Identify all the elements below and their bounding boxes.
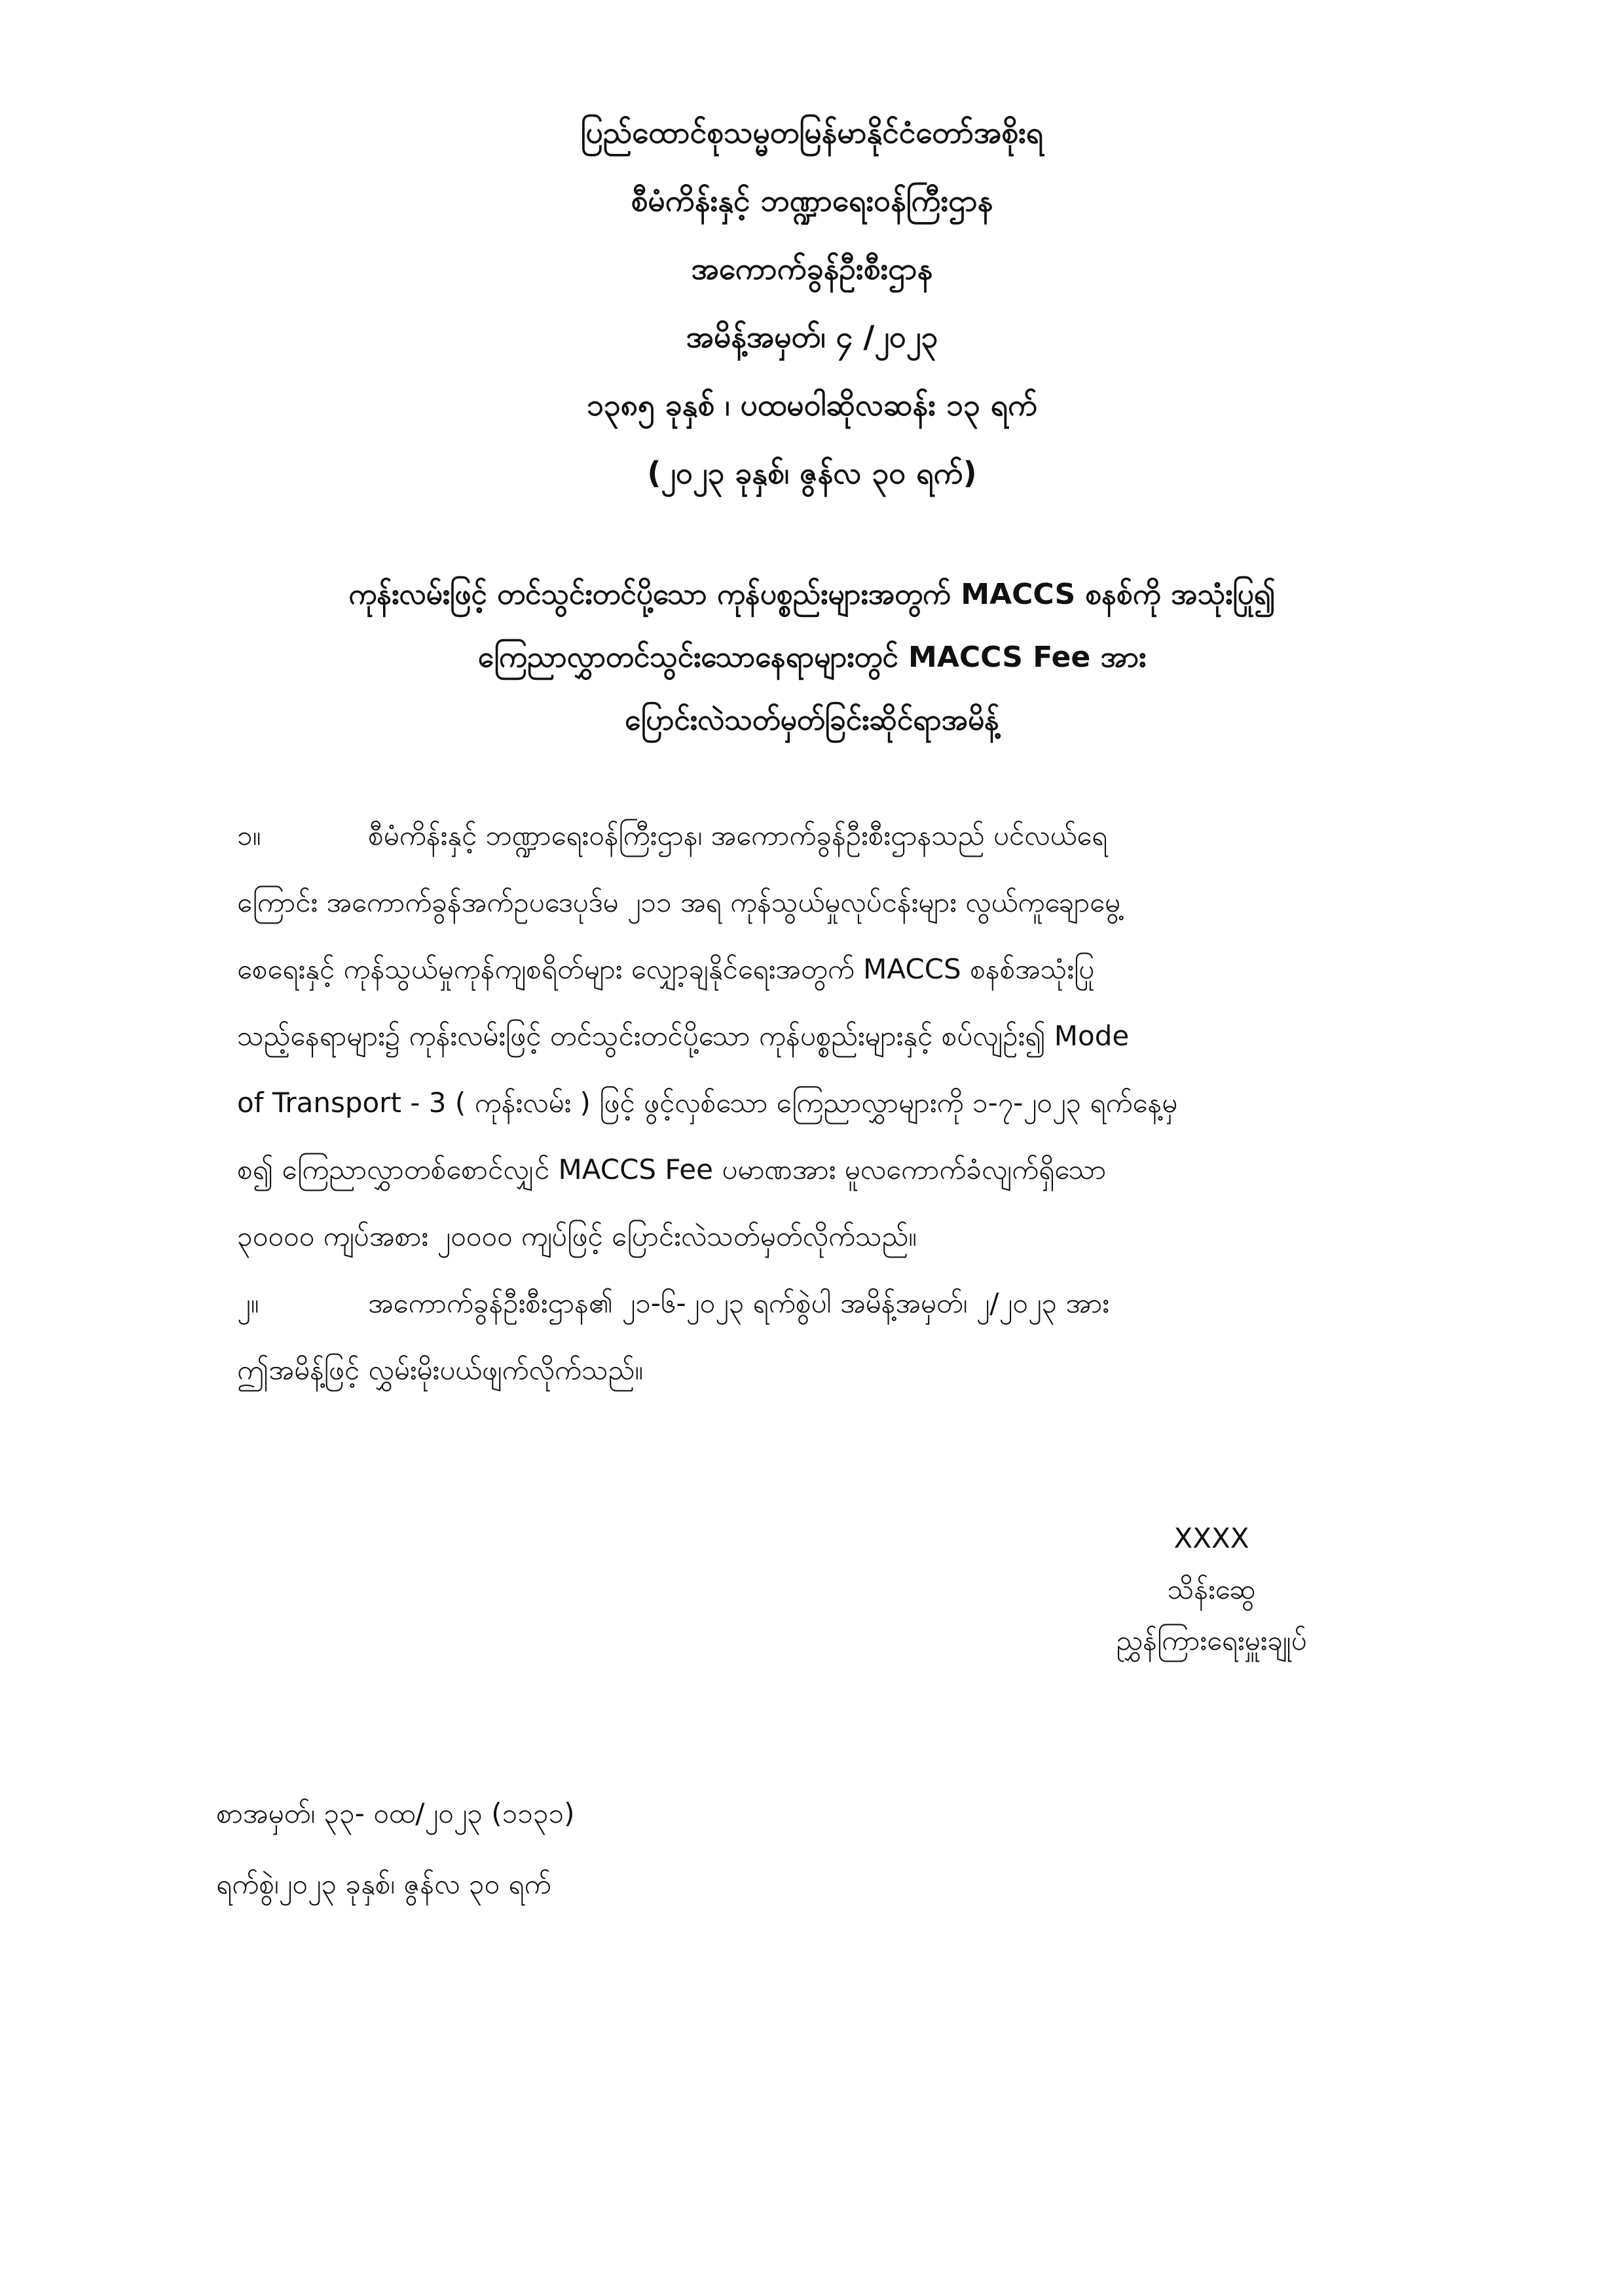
- paragraph-2-text: အကောက်ခွန်ဦးစီးဌာန၏ ၂၁-၆-၂၀၂၃ ရက်စွဲပါ အမိန့်အမှတ်၊ ၂/၂၀၂၃ အား: [368, 1287, 1109, 1319]
- paragraph-2-line: ဤအမိန့်ဖြင့် လွှမ်းမိုးပယ်ဖျက်လိုက်သည်။: [237, 1354, 643, 1386]
- order-body: [237, 802, 1396, 1404]
- paragraph-2-line: [237, 1270, 1396, 1337]
- paragraph-1-line: ကြောင်း အကောက်ခွန်အက်ဥပဒေပုဒ်မ ၂၁၁ အရ ကုန်သွယ်မှုလုပ်ငန်းများ လွယ်ကူချောမွေ့: [237, 886, 1120, 918]
- paragraph-1-text: စီမံကိန်းနှင့် ဘဏ္ဍာရေးဝန်ကြီးဌာန၊ အကောက်ခွန်ဦးစီးဌာနသည် ပင်လယ်ရေ: [368, 819, 1108, 851]
- myanmar-date: ၁၃၈၅ ခုနှစ် ၊ ပထမဝါဆိုလဆန်း ၁၃ ရက်: [586, 387, 1038, 422]
- signature: XXXX: [1173, 1522, 1249, 1554]
- gregorian-date: (၂၀၂၃ ခုနှစ်၊ ဇွန်လ ၃၀ ရက်): [647, 455, 977, 491]
- signatory-name: သိန်းဆွေ: [1167, 1573, 1256, 1605]
- paragraph-1-line: of Transport - 3 ( ကုန်းလမ်း ) ဖြင့် ဖွင့်လှစ်သော ကြေညာလွှာများကို ၁-၇-၂၀၂၃ ရက်နေ့မှ: [237, 1087, 1178, 1119]
- order-number: အမိန့်အမှတ်၊ ၄ /၂၀၂၃: [686, 319, 938, 354]
- paragraph-1-line: [237, 802, 1396, 869]
- reference-number: စာအမှတ်၊ ၃၃- ဝထ/၂၀၂၃ (၁၁၃၁): [216, 1797, 575, 1829]
- reference-block: [216, 1778, 1133, 1920]
- department-name: အကောက်ခွန်ဦးစီးဌာန: [691, 251, 933, 286]
- subject-line-3: ပြောင်းလဲသတ်မှတ်ခြင်းဆိုင်ရာအမိန့်: [625, 703, 999, 737]
- signature-block: [1022, 1513, 1401, 1666]
- order-header: [0, 98, 1624, 507]
- reference-date: ရက်စွဲ၊၂၀၂၃ ခုနှစ်၊ ဇွန်လ ၃၀ ရက်: [216, 1868, 551, 1900]
- paragraph-1-line: ၃၀၀၀၀ ကျပ်အစား ၂၀၀၀၀ ကျပ်ဖြင့် ပြောင်းလဲသတ်မှတ်လိုက်သည်။: [237, 1220, 917, 1252]
- subject-line-1: ကုန်းလမ်းဖြင့် တင်သွင်းတင်ပို့သော ကုန်ပစ္စည်းများအတွက် MACCS စနစ်ကို အသုံးပြု၍: [348, 578, 1276, 611]
- order-subject: [0, 563, 1624, 752]
- paragraph-1-number: ၁။: [237, 819, 261, 851]
- paragraph-1-line: သည့်နေရာများ၌ ကုန်းလမ်းဖြင့် တင်သွင်းတင်ပို့သော ကုန်ပစ္စည်းများနှင့် စပ်လျဉ်း၍ Mode: [237, 1020, 1130, 1052]
- paragraph-1-line: စ၍ ကြေညာလွှာတစ်စောင်လျှင် MACCS Fee ပမာဏအား မူလကောက်ခံလျက်ရှိသော: [237, 1153, 1107, 1185]
- ministry-name: စီမံကိန်းနှင့် ဘဏ္ဍာရေးဝန်ကြီးဌာန: [631, 183, 993, 218]
- subject-line-2: ကြေညာလွှာတင်သွင်းသောနေရာများတွင် MACCS Fee အား: [477, 641, 1147, 674]
- paragraph-1-line: စေရေးနှင့် ကုန်သွယ်မှုကုန်ကျစရိတ်များ လျှော့ချနိုင်ရေးအတွက် MACCS စနစ်အသုံးပြု: [237, 953, 1094, 985]
- paragraph-2-number: ၂။: [237, 1287, 259, 1319]
- signatory-position: ညွှန်ကြားရေးမှူးချုပ်: [1116, 1624, 1307, 1656]
- government-name: ပြည်ထောင်စုသမ္မတမြန်မာနိုင်ငံတော်အစိုးရ: [580, 115, 1044, 150]
